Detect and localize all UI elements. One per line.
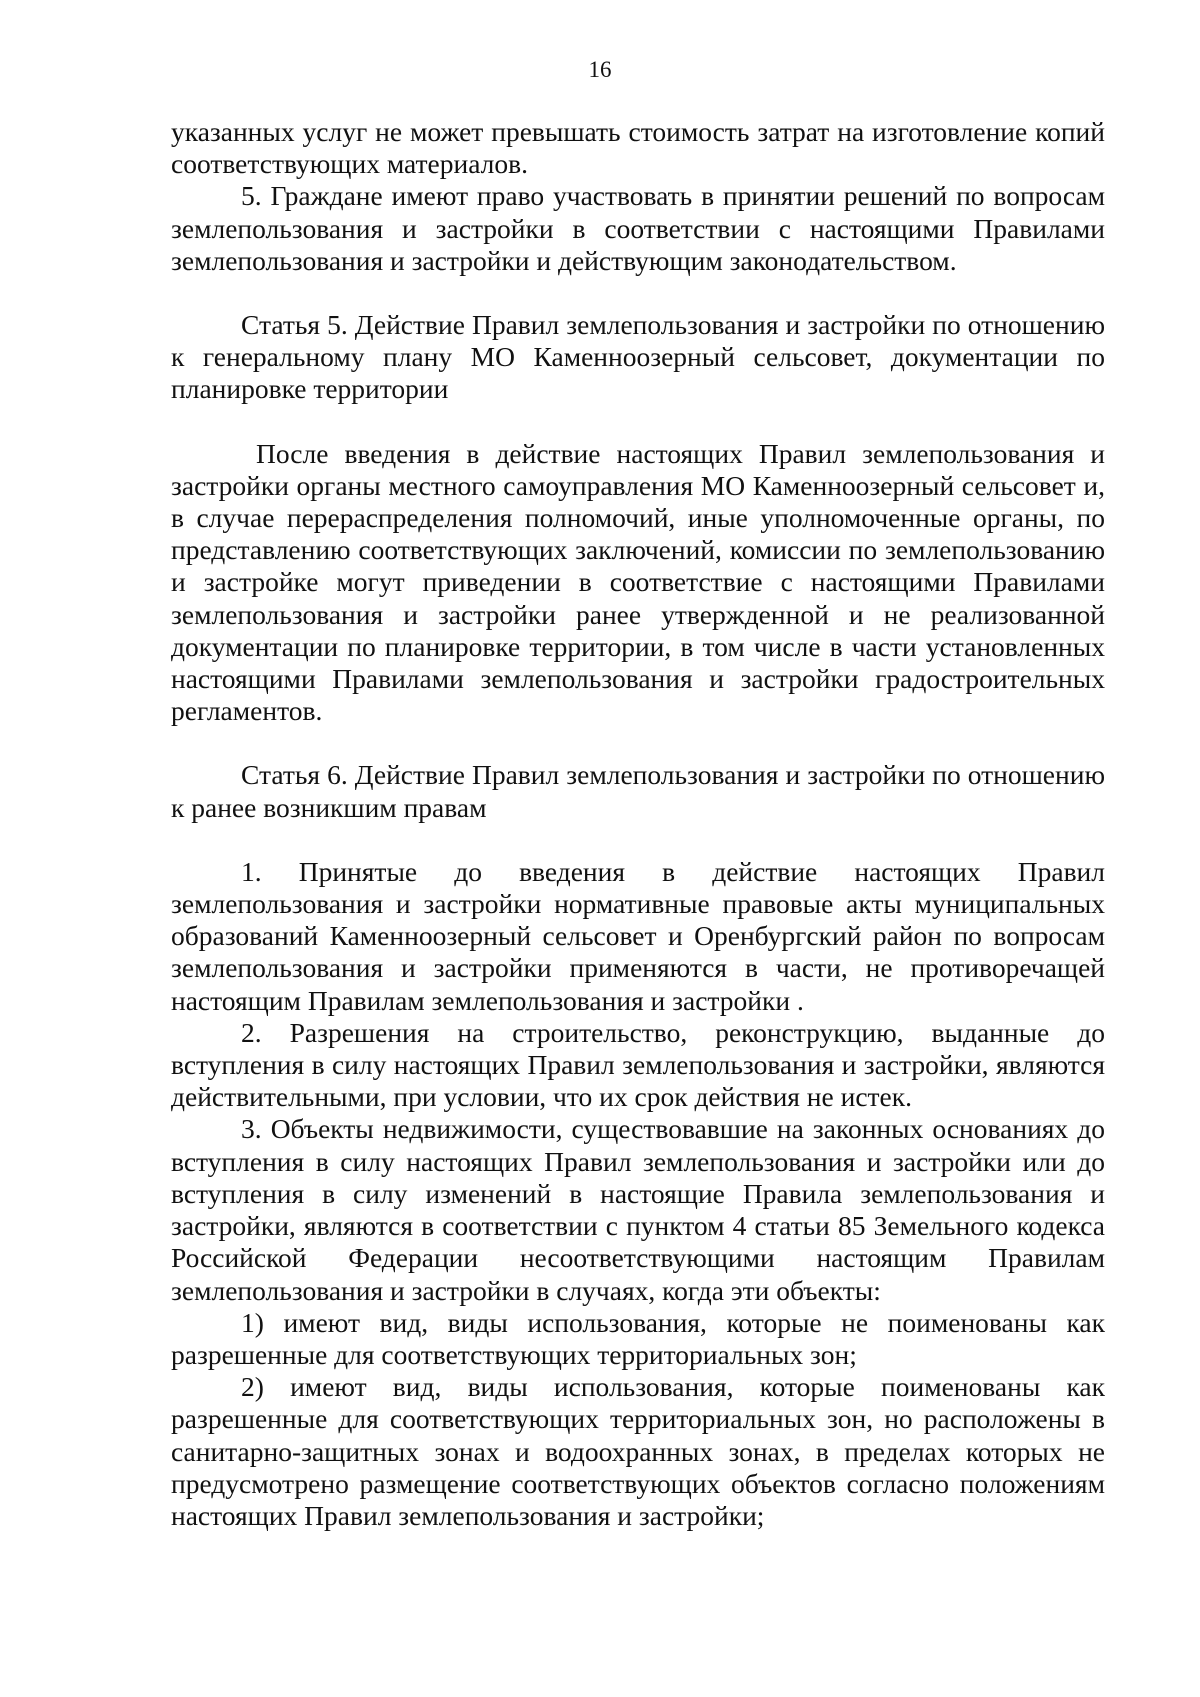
- article-5-heading: Статья 5. Действие Правил землепользования и застройки по отношению к генеральному плану МО Каменноозерный сельсовет, документации по планировке территории: [171, 309, 1105, 405]
- paragraph-item-5: 5. Граждане имеют право участвовать в принятии решений по вопросам землепользования и застройки в соответствии с настоящими Правилами землепользования и застройки и действующим законодательством.: [171, 180, 1105, 276]
- article-6-item-1: 1. Принятые до введения в действие настоящих Правил землепользования и застройки нормативные правовые акты муниципальных образований Каменноозерный сельсовет и Оренбургский район по вопросам землепользования и застройки применяются в части, не противоречащей настоящим Правилам землепользования и застройки .: [171, 855, 1105, 1016]
- article-5-body: После введения в действие настоящих Правил землепользования и застройки органы местного самоуправления МО Каменноозерный сельсовет и, в случае перераспределения полномочий, иные уполномоченные органы, по представлению соответствующих заключений, комиссии по землепользованию и застройке могут приведении в соответствие с настоящими Правилами землепользования и застройки ранее утвержденной и не реализованной документации по планировке территории, в том числе в части установленных настоящими Правилами землепользования и застройки градостроительных регламентов.: [171, 437, 1105, 727]
- article-6-item-3-sub-2: 2) имеют вид, виды использования, которые поименованы как разрешенные для соответствующих территориальных зон, но расположены в санитарно-защитных зонах и водоохранных зонах, в пределах которых не предусмотрено размещение соответствующих объектов согласно положениям настоящих Правил землепользования и застройки;: [171, 1371, 1105, 1531]
- article-6-item-3-sub-1: 1) имеют вид, виды использования, которые не поименованы как разрешенные для соответствующих территориальных зон;: [171, 1306, 1105, 1370]
- paragraph-continuation: указанных услуг не может превышать стоимость затрат на изготовление копий соответствующих материалов.: [171, 116, 1105, 180]
- article-6-heading: Статья 6. Действие Правил землепользования и застройки по отношению к ранее возникшим правам: [171, 759, 1105, 823]
- article-6-item-3: 3. Объекты недвижимости, существовавшие на законных основаниях до вступления в силу настоящих Правил землепользования и застройки или до вступления в силу изменений в настоящие Правила землепользования и застройки, являются в соответствии с пунктом 4 статьи 85 Земельного кодекса Российской Федерации несоответствующими настоящим Правилам землепользования и застройки в случаях, когда эти объекты:: [171, 1113, 1105, 1306]
- article-6-item-2: 2. Разрешения на строительство, реконструкцию, выданные до вступления в силу настоящих Правил землепользования и застройки, являются действительными, при условии, что их срок действия не истек.: [171, 1016, 1105, 1113]
- page-number: 16: [588, 57, 612, 82]
- document-body: [171, 116, 1105, 1532]
